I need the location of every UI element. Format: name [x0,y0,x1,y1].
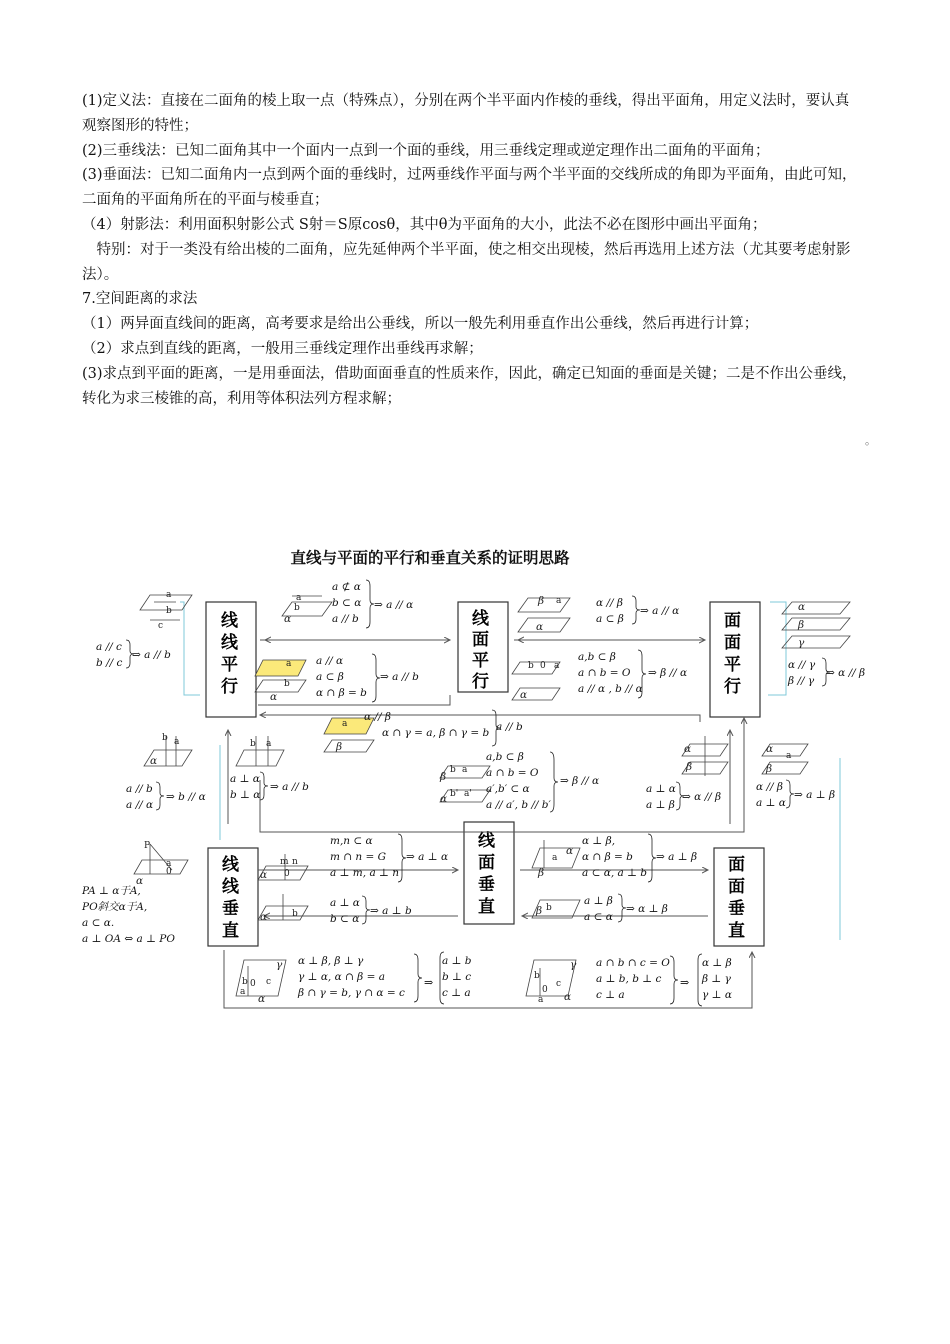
svg-text:⇒ a ⊥ α: ⇒ a ⊥ α [406,851,449,863]
svg-text:a: a [552,853,558,863]
svg-text:⇒: ⇒ [424,976,434,989]
box-line-line-parallel [206,602,256,717]
svg-text:α: α [798,601,806,613]
svg-text:⇒ β // α: ⇒ β // α [560,775,600,787]
svg-text:β: β [440,771,447,783]
svg-text:a ⊂ α: a ⊂ α [584,911,613,923]
svg-text:α: α [440,793,448,805]
svg-text:直: 直 [222,921,239,941]
svg-text:α: α [566,845,574,857]
svg-text:b: b [250,739,256,749]
svg-text:面: 面 [724,633,741,653]
svg-text:α // γ: α // γ [788,659,816,671]
svg-text:α: α [136,875,144,887]
svg-text:a // b: a // b [126,783,153,795]
svg-text:b ⊥ c: b ⊥ c [442,971,472,983]
svg-text:b: b [528,661,534,671]
svg-text:β: β [536,905,543,917]
paragraph: (3)垂面法：已知二面角内一点到两个面的垂线时，过两垂线作平面与两个半平面的交线所成的角即为平面角，由此可知，二面角的平面角所在的平面与棱垂直； [82,167,857,209]
svg-text:β: β [766,763,773,775]
svg-text:面: 面 [478,853,495,873]
svg-text:a ∩ b = O: a ∩ b = O [486,767,539,779]
box-plane-plane-parallel [710,602,760,717]
svg-text:α: α [536,621,544,633]
svg-text:行: 行 [221,677,238,697]
formula-19 [596,957,732,1001]
svg-text:0: 0 [166,867,172,877]
svg-text:β ⊥ γ: β ⊥ γ [702,973,731,985]
svg-text:线: 线 [221,611,238,631]
svg-text:a: a [240,987,246,997]
svg-text:a: a [266,739,272,749]
svg-text:a // α , b // α: a // α , b // α [578,683,643,695]
svg-text:b': b' [450,789,459,799]
svg-text:a: a [296,593,302,603]
svg-text:a ⊥ b: a ⊥ b [442,955,472,967]
formula-4 [316,655,419,699]
svg-text:⇒ a // α: ⇒ a // α [640,605,680,617]
svg-text:平: 平 [724,655,741,675]
svg-text:m,n ⊂ α: m,n ⊂ α [330,835,373,847]
svg-text:⇒ β // α: ⇒ β // α [648,667,688,679]
svg-text:α: α [270,691,278,703]
svg-text:α: α [564,991,572,1003]
svg-text:c: c [266,977,272,987]
svg-text:a: a [342,719,348,729]
svg-text:直: 直 [728,921,745,941]
svg-text:γ: γ [570,959,577,971]
svg-text:a ⊥ α: a ⊥ α [330,897,360,909]
formula-10 [486,751,599,811]
svg-text:线: 线 [221,633,238,653]
formula-18 [297,955,472,999]
svg-text:⇒ a // b: ⇒ a // b [270,781,309,793]
svg-text:α: α [258,993,266,1005]
svg-text:b: b [450,765,456,775]
svg-text:α: α [684,743,692,755]
box-line-line-perp [208,848,258,946]
svg-text:a': a' [464,789,472,799]
formula-11 [646,783,721,811]
svg-text:α ∩ γ = a, β ∩ γ = b: α ∩ γ = a, β ∩ γ = b [382,727,490,739]
svg-text:α // β: α // β [756,781,783,793]
svg-text:面: 面 [728,877,745,897]
svg-text:a: a [174,737,180,747]
svg-text:⇒ α ⊥ β: ⇒ α ⊥ β [626,903,668,915]
svg-text:a: a [462,765,468,775]
svg-text:γ ⊥ α: γ ⊥ α [702,989,732,1001]
svg-text:a: a [166,859,172,869]
svg-text:⇒ a ⊥ b: ⇒ a ⊥ b [370,905,412,917]
svg-text:0: 0 [250,979,256,989]
svg-text:0: 0 [542,985,548,995]
svg-text:α ⊥ β, β ⊥ γ: α ⊥ β, β ⊥ γ [298,955,364,967]
svg-text:a // α: a // α [126,799,154,811]
svg-text:线: 线 [472,609,489,629]
paragraph: （1）两异面直线间的距离，高考要求是给出公垂线，所以一般先利用垂直作出公垂线，然后再进行计算； [82,316,759,333]
svg-text:b: b [284,679,290,689]
section-heading: 7.空间距离的求法 [82,291,198,308]
paragraph: (3)求点到平面的距离，一是用垂面法，借助面面垂直的性质来作，因此，确定已知面的垂面是关键；二是不作出公垂线，转化为求三棱锥的高，利用等体积法列方程求解； [82,365,857,407]
svg-text:a: a [556,596,562,606]
svg-text:c ⊥ a: c ⊥ a [442,987,471,999]
svg-text:线: 线 [222,877,239,897]
svg-text:b: b [166,606,172,616]
box-line-plane-perp [464,822,514,924]
svg-text:⇒: ⇒ [680,976,690,989]
svg-text:⇒ α // β: ⇒ α // β [826,667,866,679]
formula-5 [578,651,687,695]
svg-text:c: c [158,621,164,631]
svg-text:β // γ: β // γ [788,675,815,687]
svg-text:b: b [294,603,300,613]
svg-text:⇒ a ⊥ β: ⇒ a ⊥ β [794,789,836,801]
svg-text:a ⊥ β: a ⊥ β [584,895,613,907]
svg-text:面: 面 [724,611,741,631]
svg-text:直: 直 [478,897,495,917]
svg-text:b: b [534,971,540,981]
diagram-title: 直线与平面的平行和垂直关系的证明思路 [290,549,570,567]
paragraph: (1)定义法：直接在二面角的棱上取一点（特殊点），分别在两个半平面内作棱的垂线，得出平面角，用定义法时，要认真观察图形的特性； [82,93,850,134]
svg-text:⇒ a // b: ⇒ a // b [132,649,171,661]
svg-text:P: P [144,841,151,851]
svg-text:a // b: a // b [332,613,359,625]
svg-text:α ∩ β = b: α ∩ β = b [316,687,367,699]
svg-text:b: b [546,903,552,913]
svg-text:β: β [336,741,343,753]
svg-text:m ∩ n = G: m ∩ n = G [330,851,387,863]
formula-16 [584,895,668,923]
svg-text:a ⊥ α: a ⊥ α [230,773,260,785]
svg-text:α: α [260,869,268,881]
end-mark: 。 [865,434,876,447]
svg-text:b ⊂ α: b ⊂ α [330,913,360,925]
formula-13 [330,835,448,879]
svg-text:⇒ a ⊥ β: ⇒ a ⊥ β [656,851,698,863]
svg-text:α // β: α // β [364,711,391,723]
svg-text:α: α [766,743,774,755]
svg-text:a,b ⊂ β: a,b ⊂ β [486,751,524,763]
formula-15 [330,897,412,925]
svg-text:0: 0 [540,661,546,671]
svg-text:⇒ α // β: ⇒ α // β [682,791,722,803]
paragraph: （2）求点到直线的距离，一般用三垂线定理作出垂线再求解； [82,340,483,357]
svg-text:a ⊂ β: a ⊂ β [316,671,344,683]
svg-text:γ ⊥ α, α ∩ β = a: γ ⊥ α, α ∩ β = a [298,971,385,983]
svg-text:β: β [538,867,545,879]
svg-text:0: 0 [284,869,290,879]
svg-text:面: 面 [472,630,489,650]
svg-text:a: a [538,995,544,1005]
svg-text:a // b: a // b [496,721,523,733]
svg-text:b: b [292,909,298,919]
svg-text:PO斜交α于A,: PO斜交α于A, [82,901,148,913]
formula-17 [81,885,175,945]
svg-text:α: α [520,689,528,701]
svg-text:平: 平 [221,655,238,675]
svg-text:⇒ a // α: ⇒ a // α [374,599,414,611]
svg-text:γ: γ [276,959,283,971]
svg-text:γ: γ [798,637,805,649]
svg-text:a ⊥ α: a ⊥ α [756,797,786,809]
svg-text:线: 线 [478,831,495,851]
formula-8 [126,783,206,811]
svg-text:α // β: α // β [596,597,623,609]
svg-text:b ⊥ α: b ⊥ α [230,789,261,801]
svg-text:α: α [260,911,268,923]
svg-text:a: a [166,590,172,600]
svg-text:a ⊂ α.: a ⊂ α. [82,917,115,929]
svg-text:β ∩ γ = b, γ ∩ α = c: β ∩ γ = b, γ ∩ α = c [298,987,405,999]
proof-diagram [80,540,880,1020]
svg-text:a ⊂ β: a ⊂ β [596,613,624,625]
svg-text:a ⊂ α, a ⊥ b: a ⊂ α, a ⊥ b [582,867,648,879]
svg-text:α: α [284,613,292,625]
box-plane-plane-perp [714,848,764,946]
text-block [82,89,862,411]
svg-text:面: 面 [728,855,745,875]
paragraph: 特别：对于一类没有给出棱的二面角，应先延伸两个半平面，使之相交出现棱，然后再选用上述方法（尤其要考虑射影法）。 [82,241,851,283]
svg-text:a′,b′ ⊂ α: a′,b′ ⊂ α [486,783,530,795]
svg-text:a ⊥ m, a ⊥ n: a ⊥ m, a ⊥ n [330,867,400,879]
svg-text:a // α: a // α [316,655,344,667]
svg-text:b ⊂ α: b ⊂ α [332,597,362,609]
svg-text:a ∩ b = O: a ∩ b = O [578,667,631,679]
svg-text:a ⊥ α: a ⊥ α [646,783,676,795]
svg-text:a ⊥ β: a ⊥ β [646,799,675,811]
formula-1 [332,581,413,625]
svg-text:b: b [242,977,248,987]
formula-3 [96,641,171,669]
svg-text:行: 行 [724,677,741,697]
svg-text:a: a [554,661,560,671]
svg-text:a: a [286,659,292,669]
svg-text:a // a′, b // b′: a // a′, b // b′ [486,799,551,811]
svg-text:α: α [150,755,158,767]
svg-text:垂: 垂 [728,899,745,919]
svg-text:b: b [162,733,168,743]
svg-text:α ⊥ β,: α ⊥ β, [582,835,616,847]
svg-text:PA ⊥ α于A,: PA ⊥ α于A, [82,885,141,897]
svg-text:c: c [556,979,562,989]
svg-text:平: 平 [472,651,489,671]
formula-9 [230,773,309,801]
paragraph: (2)三垂线法：已知二面角其中一个面内一点到一个面的垂线，用三垂线定理或逆定理作出二面角的平面角； [82,142,770,159]
svg-text:β: β [538,595,545,607]
svg-text:垂: 垂 [222,899,239,919]
svg-text:a ⊥ OA ⇔ a ⊥ PO: a ⊥ OA ⇔ a ⊥ PO [82,933,175,945]
svg-text:α ∩ β = b: α ∩ β = b [582,851,633,863]
svg-text:垂: 垂 [478,875,495,895]
svg-text:⇒ b // α: ⇒ b // α [166,791,206,803]
svg-text:线: 线 [222,855,239,875]
svg-text:a ⊥ b, b ⊥ c: a ⊥ b, b ⊥ c [596,973,662,985]
formula-14 [582,835,697,879]
formula-2 [596,597,679,625]
svg-text:c ⊥ a: c ⊥ a [596,989,625,1001]
svg-text:⇒ a // b: ⇒ a // b [380,671,419,683]
svg-text:a ⊄ α: a ⊄ α [332,581,361,593]
svg-text:β: β [798,619,805,631]
svg-text:m: m [280,857,289,867]
svg-text:α ⊥ β: α ⊥ β [702,957,732,969]
paragraph: （4）射影法：利用面积射影公式 S射＝S原cosθ，其中θ为平面角的大小，此法不必在图形中画出平面角； [82,216,767,233]
svg-text:n: n [292,857,298,867]
svg-text:行: 行 [472,672,489,692]
svg-text:b // c: b // c [96,657,123,669]
svg-text:β: β [686,761,693,773]
formula-12 [756,781,835,809]
svg-text:a: a [786,751,792,761]
box-line-plane-parallel [458,602,508,692]
svg-text:a ∩ b ∩ c = O: a ∩ b ∩ c = O [596,957,670,969]
svg-text:a,b ⊂ β: a,b ⊂ β [578,651,616,663]
svg-text:a // c: a // c [96,641,122,653]
